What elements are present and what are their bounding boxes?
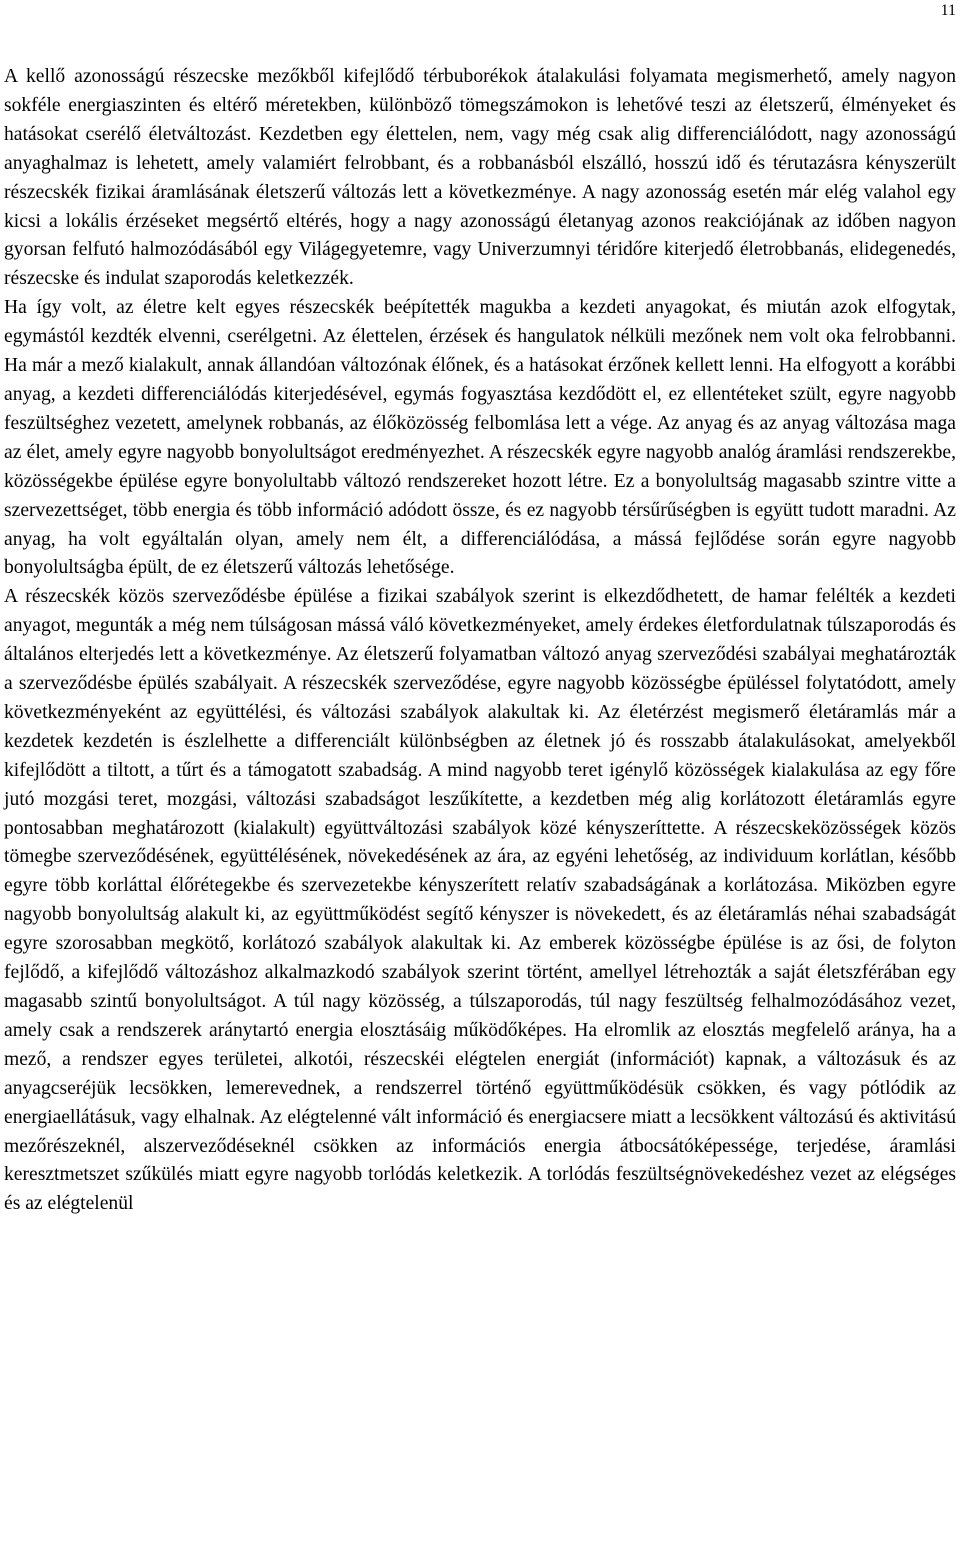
page-number: 11	[940, 2, 956, 19]
body-text	[4, 63, 956, 1219]
paragraph: A részecskék közös szerveződésbe épülése a fizikai szabályok szerint is elkezdődhetett, de hamar felélték a kezdeti anyagot, megunták a még nem túlságosan mássá váló következményeket, amely érdekes életfordulatnak túlszaporodás és általános elterjedés lett a következménye. Az életszerű folyamatban változó anyag szerveződési szabályai meghatározták a szerveződésbe épülés szabályait. A részecskék szerveződése, egyre nagyobb közösségbe épüléssel folytatódott, amely következményeként az együttélési, és változási szabályok alakultak ki. Az életérzést megismerő életáramlás már a kezdetek kezdetén is észlelhette a differenciált különbségben az életnek jó és rosszabb átalakulásokat, amelyekből kifejlődött a tiltott, a tűrt és a támogatott szabadság. A mind nagyobb teret igénylő közösségek kialakulása az egy főre jutó mozgási teret, mozgási, változási szabadságot leszűkítette, a kezdetben még alig korlátozott életáramlás egyre pontosabban meghatározott (kialakult) együttváltozási szabályok közé kényszeríttette. A részecskeközösségek közös tömegbe szerveződésének, együttélésének, növekedésének az ára, az egyéni lehetőség, az individuum korlátlan, később egyre több korláttal élőrétegekbe és szervezetekbe kényszerített relatív szabadságának a korlátozása. Miközben egyre nagyobb bonyolultság alakult ki, az együttműködést segítő kényszer is növekedett, és az életáramlás néhai szabadságát egyre szorosabban megkötő, korlátozó szabályok alakultak ki. Az emberek közösségbe épülése is az ősi, de folyton fejlődő, a kifejlődő változáshoz alkalmazkodó szabályok szerint történt, amellyel létrehozták a saját életszférában egy magasabb szintű bonyolultságot. A túl nagy közösség, a túlszaporodás, túl nagy feszültség felhalmozódásához vezet, amely csak a rendszerek aránytartó energia elosztásáig működőképes. Ha elromlik az elosztás megfelelő aránya, ha a mező, a rendszer egyes területei, alkotói, részecskéi elégtelen energiát (információt) kapnak, a változásuk és az anyagcseréjük lecsökken, lemerevednek, a rendszerrel történő együttműködésük csökken, és vagy pótlódik az energiaellátásuk, vagy elhalnak. Az elégtelenné vált információ és energiacsere miatt a lecsökkent változású és aktivitású mezőrészeknél, alszerveződéseknél csökken az információs energia átbocsátóképessége, terjedése, áramlási keresztmetszet szűkülés miatt egyre nagyobb torlódás keletkezik. A torlódás feszültségnövekedéshez vezet az elégséges és az elégtelenül	[4, 586, 956, 1215]
paragraph: Ha így volt, az életre kelt egyes részecskék beépítették magukba a kezdeti anyagokat, és miután azok elfogytak, egymástól kezdték elvenni, cserélgetni. Az élettelen, érzések és hangulatok nélküli mezőnek nem volt oka felrobbanni. Ha már a mező kialakult, annak állandóan változónak élőnek, és a hatásokat érzőnek kellett lenni. Ha elfogyott a korábbi anyag, a kezdeti differenciálódás kiterjedésével, egymás fogyasztása kezdődött el, ez ellentéteket szült, egyre nagyobb feszültséghez vezetett, amelynek robbanás, az élőközösség felbomlása lett a vége. Az anyag és az anyag változása maga az élet, amely egyre nagyobb bonyolultságot eredményezhet. A részecskék egyre nagyobb analóg áramlási rendszerekbe, közösségekbe épülése egyre bonyolultabb változó rendszereket hozott létre. Ez a bonyolultság magasabb szintre vitte a szervezettséget, több energia és több információ adódott össze, és ez nagyobb térsűrűségben is együtt tudott maradni. Az anyag, ha volt egyáltalán olyan, amely nem élt, a differenciálódása, a mássá fejlődése során egyre nagyobb bonyolultságba épült, de ez életszerű változás lehetősége.	[4, 297, 956, 579]
paragraph: A kellő azonosságú részecske mezőkből kifejlődő térbuborékok átalakulási folyamata megismerhető, amely nagyon sokféle energiaszinten és eltérő méretekben, különböző tömegszámokon is lehetővé teszi az életszerű, élményeket és hatásokat cserélő életváltozást. Kezdetben egy élettelen, nem, vagy még csak alig differenciálódott, nagy azonosságú anyaghalmaz is lehetett, amely valamiért felrobbant, és a robbanásból elszálló, hosszú idő és térutazásra kényszerült részecskék fizikai áramlásának életszerű változás lett a következménye. A nagy azonosság esetén már elég valahol egy kicsi a lokális érzéseket megsértő eltérés, hogy a nagy azonosságú életanyag azonos reakciójának az időben nagyon gyorsan felfutó halmozódásából egy Világegyetemre, vagy Univerzumnyi téridőre kiterjedő életrobbanás, elidegenedés, részecske és indulat szaporodás keletkezzék.	[4, 66, 956, 290]
